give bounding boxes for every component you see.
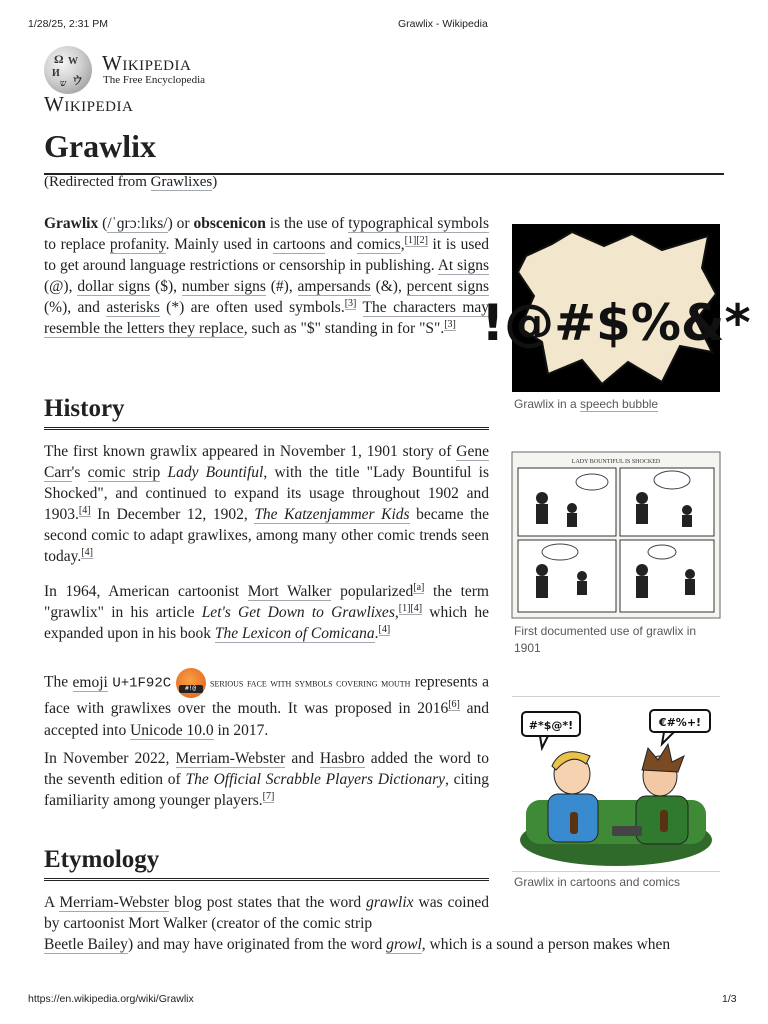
redirect-link[interactable]: Grawlixes xyxy=(150,174,213,190)
print-timestamp: 1/28/25, 2:31 PM xyxy=(28,18,108,30)
grawlix-speech-bubble-image[interactable] xyxy=(481,224,751,392)
face-with-symbols-emoji-icon: #!@ xyxy=(176,668,206,698)
grawlix-cartoon-image[interactable] xyxy=(512,700,720,868)
print-tab-title: Grawlix - Wikipedia xyxy=(398,18,488,30)
wikipedia-globe-icon[interactable]: Ω W И ウ ש xyxy=(44,46,92,94)
figure-top-rule xyxy=(512,696,720,697)
speech-bubble-link[interactable]: speech bubble xyxy=(580,397,659,411)
wikipedia-wordmark[interactable]: Wikipedia xyxy=(102,51,192,75)
lead-paragraph: Grawlix (/ˈɡrɔːlɪks/) or obscenicon is the use of typographical symbols to replace profanity. Mainly used in cartoons and comics,[1][2] it is used to get around language restrictions or censorship in publishing. At signs (@), dollar signs ($), number signs (#), ampersands (&), percent signs (%), and asterisks (*) are often used symbols.[3] The characters may resemble the letters they replace, such as "$" standing in for "S".[3] xyxy=(44,215,490,337)
section-heading-etymology: Etymology xyxy=(44,846,160,873)
cartoon-bubble-left: #*$@*! xyxy=(528,719,574,732)
print-url: https://en.wikipedia.org/wiki/Grawlix xyxy=(28,993,194,1005)
page-title: Grawlix xyxy=(44,128,156,164)
history-paragraph-3: The emoji U+1F92C #!@ serious face with symbols covering mouth represents a face with grawlixes over the mouth. It was proposed in 2016[6] and accepted into Unicode 10.0 in 2017. xyxy=(44,668,489,742)
section-heading-history: History xyxy=(44,395,125,422)
redirect-note: (Redirected from Grawlixes) xyxy=(44,174,218,190)
figure-bottom-rule xyxy=(512,871,720,872)
wikipedia-tagline: The Free Encyclopedia xyxy=(103,74,206,86)
cartoon-bubble-right: €#%+! xyxy=(658,716,702,729)
grawlix-symbols: !@#$%&* xyxy=(481,294,751,352)
figure-caption-cartoons: Grawlix in cartoons and comics xyxy=(514,875,681,889)
history-paragraph-1: The first known grawlix appeared in November 1, 1901 story of Gene Carr's comic strip Lady Bountiful, with the title "Lady Bountiful is Shocked", and continued to expand its usage throughout 1902 and 1903.[4] In December 12, 1902, The Katzenjammer Kids became the second comic to adapt grawlixes, among many other comic trends seen today.[4] xyxy=(44,443,490,565)
history-heading-rule xyxy=(44,427,489,430)
etymology-heading-rule xyxy=(44,878,489,881)
comic-title-text: LADY BOUNTIFUL IS SHOCKED xyxy=(571,459,661,465)
history-paragraph-4: In November 2022, Merriam-Webster and Hasbro added the word to the seventh edition of The Official Scrabble Players Dictionary, citing familiarity among younger players.[7] xyxy=(44,750,489,809)
figure-caption-speech-bubble: Grawlix in a speech bubble xyxy=(514,397,659,411)
print-page-number: 1/3 xyxy=(722,993,737,1005)
history-paragraph-2: In 1964, American cartoonist Mort Walker popularized[a] the term "grawlix" in his article Let's Get Down to Grawlixes,[1][4] which he expanded upon in his book The Lexicon of Comicana.[4] xyxy=(44,581,489,642)
figure-caption-first-grawlix: First documented use of grawlix in 1901 xyxy=(514,624,697,655)
etymology-paragraph: A Merriam-Webster blog post states that the word grawlix was coined by cartoonist Mort Walker (creator of the comic strip Beetle Bailey) and may have originated from the word growl, which is a sound a person makes when xyxy=(44,894,671,953)
wikipedia-wordmark-small[interactable]: Wikipedia xyxy=(44,92,134,116)
lady-bountiful-comic-image[interactable] xyxy=(512,452,720,618)
